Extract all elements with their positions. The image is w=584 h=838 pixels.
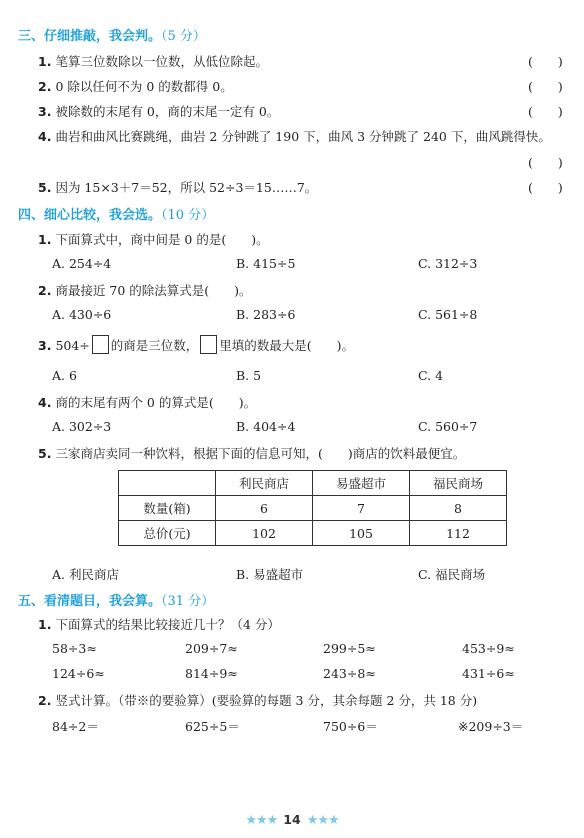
star-icon: ★★★ <box>245 813 278 828</box>
table-cell: 数量(箱) <box>119 496 216 521</box>
section-3-score: （5 分） <box>161 29 206 44</box>
table-cell: 105 <box>313 521 410 546</box>
blank-box[interactable] <box>92 335 109 354</box>
table-cell: 112 <box>410 521 507 546</box>
option-c[interactable]: C. 4 <box>418 368 444 383</box>
section-4-score: （10 分） <box>161 208 215 223</box>
judge-q5 <box>38 178 317 196</box>
estimate-item[interactable]: 209÷7≈ <box>185 641 238 656</box>
judge-q1 <box>38 52 268 70</box>
estimate-item[interactable]: 453÷9≈ <box>462 641 515 656</box>
vertical-calc-item[interactable]: 84÷2＝ <box>52 719 99 734</box>
choice-q1 <box>38 230 269 248</box>
q-text: 被除数的末尾有 0，商的末尾一定有 0。 <box>55 104 280 119</box>
vertical-calc-item[interactable]: ※209÷3＝ <box>458 719 524 734</box>
q-number: 1. <box>38 232 52 247</box>
q-number: 2. <box>38 283 52 298</box>
q-text: 商最接近 70 的除法算式是( )。 <box>55 283 252 298</box>
option-b[interactable]: B. 415÷5 <box>236 256 296 271</box>
choice-q2 <box>38 281 252 299</box>
price-table <box>118 470 507 546</box>
calc-q2 <box>38 691 477 709</box>
star-icon: ★★★ <box>306 813 339 828</box>
answer-paren[interactable]: ( ) <box>528 155 563 170</box>
option-b[interactable]: B. 283÷6 <box>236 307 296 322</box>
judge-q2 <box>38 77 233 95</box>
option-c[interactable]: C. 561÷8 <box>418 307 478 322</box>
q-text: 笔算三位数除以一位数，从低位除起。 <box>55 54 268 69</box>
choice-q3 <box>38 335 354 354</box>
q-text: 曲岩和曲风比赛跳绳，曲岩 2 分钟跳了 190 下，曲风 3 分钟跳了 240 下，曲风跳得快。 <box>55 129 551 144</box>
estimate-item[interactable]: 431÷6≈ <box>462 666 515 681</box>
q-text: 里填的数最大是( )。 <box>219 338 355 353</box>
table-cell: 102 <box>216 521 313 546</box>
option-a[interactable]: A. 254÷4 <box>52 256 112 271</box>
q-number: 3. <box>38 104 52 119</box>
q-text: 504÷ <box>55 338 90 353</box>
q-number: 5. <box>38 446 52 461</box>
page-footer <box>0 812 584 828</box>
calc-q1 <box>38 615 280 633</box>
section-5-heading: 五、看清题目，我会算。 <box>18 594 162 609</box>
q-text: 0 除以任何不为 0 的数都得 0。 <box>55 79 233 94</box>
q-number: 4. <box>38 395 52 410</box>
answer-paren[interactable]: ( ) <box>528 104 563 119</box>
estimate-item[interactable]: 299÷5≈ <box>323 641 376 656</box>
table-header: 利民商店 <box>216 471 313 496</box>
q-text: 三家商店卖同一种饮料，根据下面的信息可知，( )商店的饮料最便宜。 <box>55 446 466 461</box>
estimate-item[interactable]: 814÷9≈ <box>185 666 238 681</box>
table-header: 福民商场 <box>410 471 507 496</box>
table-row <box>119 496 507 521</box>
table-header-row <box>119 471 507 496</box>
q-text: 因为 15×3＋7＝52，所以 52÷3＝15……7。 <box>55 180 318 195</box>
answer-paren[interactable]: ( ) <box>528 180 563 195</box>
table-cell: 6 <box>216 496 313 521</box>
choice-q4 <box>38 393 256 411</box>
option-a[interactable]: A. 430÷6 <box>52 307 112 322</box>
q-number: 4. <box>38 129 52 144</box>
option-a[interactable]: A. 302÷3 <box>52 419 112 434</box>
table-cell: 8 <box>410 496 507 521</box>
option-c[interactable]: C. 312÷3 <box>418 256 478 271</box>
table-row <box>119 521 507 546</box>
q-number: 5. <box>38 180 52 195</box>
estimate-item[interactable]: 58÷3≈ <box>52 641 97 656</box>
q-text: 竖式计算。（带※的要验算）(要验算的每题 3 分，其余每题 2 分，共 18 分) <box>55 693 478 708</box>
q-text: 商的末尾有两个 0 的算式是( )。 <box>55 395 257 410</box>
q-text: 下面算式中，商中间是 0 的是( )。 <box>55 232 269 247</box>
q-text: 的商是三位数， <box>110 338 199 353</box>
blank-box[interactable] <box>200 335 217 354</box>
section-4-title <box>18 204 214 223</box>
vertical-calc-item[interactable]: 750÷6＝ <box>323 719 378 734</box>
q-number: 2. <box>38 79 52 94</box>
answer-paren[interactable]: ( ) <box>528 79 563 94</box>
table-header: 易盛超市 <box>313 471 410 496</box>
option-c[interactable]: C. 560÷7 <box>418 419 478 434</box>
section-5-title <box>18 590 214 609</box>
q-number: 2. <box>38 693 52 708</box>
option-b[interactable]: B. 易盛超市 <box>236 567 304 582</box>
section-4-heading: 四、细心比较，我会选。 <box>18 208 162 223</box>
table-cell <box>119 471 216 496</box>
q-number: 1. <box>38 617 52 632</box>
q-number: 3. <box>38 338 52 353</box>
option-a[interactable]: A. 利民商店 <box>52 567 119 582</box>
answer-paren[interactable]: ( ) <box>528 54 563 69</box>
option-b[interactable]: B. 5 <box>236 368 262 383</box>
option-b[interactable]: B. 404÷4 <box>236 419 296 434</box>
section-3-title <box>18 25 206 44</box>
estimate-item[interactable]: 243÷8≈ <box>323 666 376 681</box>
estimate-item[interactable]: 124÷6≈ <box>52 666 105 681</box>
judge-q4 <box>38 127 551 145</box>
q-text: 下面算式的结果比较接近几十？（4 分） <box>55 617 280 632</box>
section-3-heading: 三、仔细推敲，我会判。 <box>18 29 162 44</box>
q-number: 1. <box>38 54 52 69</box>
vertical-calc-item[interactable]: 625÷5＝ <box>185 719 240 734</box>
table-cell: 7 <box>313 496 410 521</box>
page-number: 14 <box>283 812 301 827</box>
section-5-score: （31 分） <box>161 594 215 609</box>
option-a[interactable]: A. 6 <box>52 368 77 383</box>
table-cell: 总价(元) <box>119 521 216 546</box>
judge-q3 <box>38 102 279 120</box>
option-c[interactable]: C. 福民商场 <box>418 567 486 582</box>
choice-q5 <box>38 444 465 462</box>
